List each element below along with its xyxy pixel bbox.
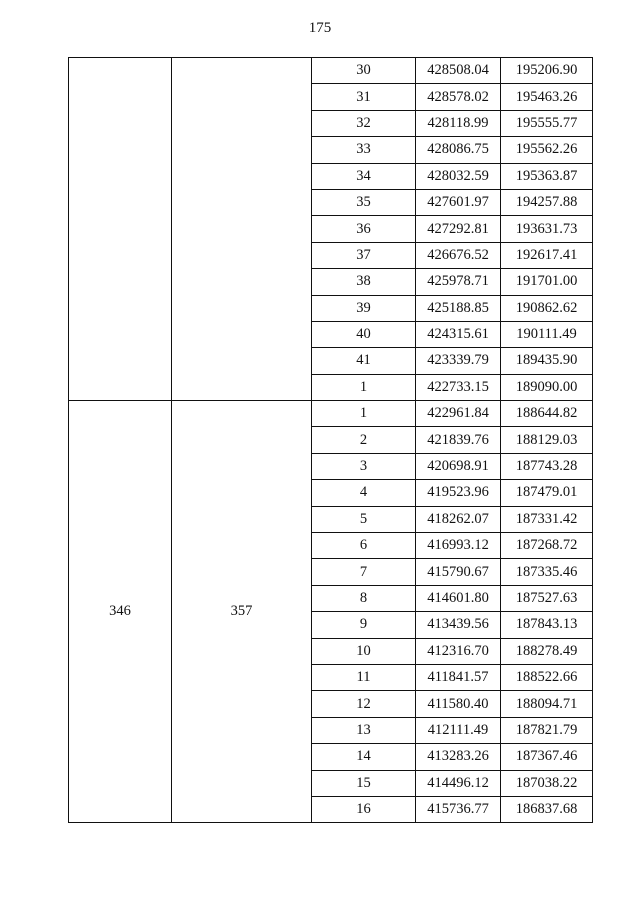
point-number-cell: 13 — [312, 717, 416, 743]
y-coordinate-cell: 188278.49 — [501, 638, 593, 664]
x-coordinate-cell: 418262.07 — [416, 506, 501, 532]
coordinates-table-body — [69, 58, 593, 823]
x-coordinate-cell: 412111.49 — [416, 717, 501, 743]
point-number-cell: 6 — [312, 533, 416, 559]
point-number-cell: 34 — [312, 163, 416, 189]
point-number-cell: 2 — [312, 427, 416, 453]
point-number-cell: 16 — [312, 796, 416, 822]
x-coordinate-cell: 416993.12 — [416, 533, 501, 559]
x-coordinate-cell: 414496.12 — [416, 770, 501, 796]
x-coordinate-cell: 411841.57 — [416, 664, 501, 690]
y-coordinate-cell: 187367.46 — [501, 744, 593, 770]
x-coordinate-cell: 424315.61 — [416, 321, 501, 347]
y-coordinate-cell: 193631.73 — [501, 216, 593, 242]
x-coordinate-cell: 420698.91 — [416, 453, 501, 479]
x-coordinate-cell: 427601.97 — [416, 189, 501, 215]
point-number-cell: 15 — [312, 770, 416, 796]
point-number-cell: 5 — [312, 506, 416, 532]
group-col1-cell — [69, 58, 172, 401]
table-row — [69, 401, 593, 427]
x-coordinate-cell: 428508.04 — [416, 58, 501, 84]
y-coordinate-cell: 187821.79 — [501, 717, 593, 743]
page-number: 175 — [308, 20, 332, 36]
y-coordinate-cell: 187331.42 — [501, 506, 593, 532]
group-col1-cell: 346 — [69, 401, 172, 823]
coordinates-table — [68, 57, 593, 823]
point-number-cell: 35 — [312, 189, 416, 215]
x-coordinate-cell: 428578.02 — [416, 84, 501, 110]
point-number-cell: 39 — [312, 295, 416, 321]
x-coordinate-cell: 425188.85 — [416, 295, 501, 321]
y-coordinate-cell: 187479.01 — [501, 480, 593, 506]
y-coordinate-cell: 195363.87 — [501, 163, 593, 189]
point-number-cell: 1 — [312, 374, 416, 400]
y-coordinate-cell: 191701.00 — [501, 269, 593, 295]
x-coordinate-cell: 413439.56 — [416, 612, 501, 638]
point-number-cell: 32 — [312, 110, 416, 136]
x-coordinate-cell: 415790.67 — [416, 559, 501, 585]
point-number-cell: 11 — [312, 664, 416, 690]
x-coordinate-cell: 426676.52 — [416, 242, 501, 268]
x-coordinate-cell: 427292.81 — [416, 216, 501, 242]
x-coordinate-cell: 415736.77 — [416, 796, 501, 822]
y-coordinate-cell: 187743.28 — [501, 453, 593, 479]
y-coordinate-cell: 187268.72 — [501, 533, 593, 559]
point-number-cell: 8 — [312, 585, 416, 611]
x-coordinate-cell: 428032.59 — [416, 163, 501, 189]
point-number-cell: 37 — [312, 242, 416, 268]
x-coordinate-cell: 422961.84 — [416, 401, 501, 427]
point-number-cell: 4 — [312, 480, 416, 506]
x-coordinate-cell: 422733.15 — [416, 374, 501, 400]
x-coordinate-cell: 413283.26 — [416, 744, 501, 770]
point-number-cell: 40 — [312, 321, 416, 347]
y-coordinate-cell: 192617.41 — [501, 242, 593, 268]
x-coordinate-cell: 412316.70 — [416, 638, 501, 664]
y-coordinate-cell: 190111.49 — [501, 321, 593, 347]
y-coordinate-cell: 187335.46 — [501, 559, 593, 585]
point-number-cell: 9 — [312, 612, 416, 638]
y-coordinate-cell: 189435.90 — [501, 348, 593, 374]
y-coordinate-cell: 195206.90 — [501, 58, 593, 84]
y-coordinate-cell: 188644.82 — [501, 401, 593, 427]
y-coordinate-cell: 195555.77 — [501, 110, 593, 136]
x-coordinate-cell: 414601.80 — [416, 585, 501, 611]
y-coordinate-cell: 195463.26 — [501, 84, 593, 110]
y-coordinate-cell: 188522.66 — [501, 664, 593, 690]
y-coordinate-cell: 187527.63 — [501, 585, 593, 611]
table-row — [69, 58, 593, 84]
point-number-cell: 7 — [312, 559, 416, 585]
y-coordinate-cell: 195562.26 — [501, 137, 593, 163]
y-coordinate-cell: 188094.71 — [501, 691, 593, 717]
point-number-cell: 30 — [312, 58, 416, 84]
y-coordinate-cell: 194257.88 — [501, 189, 593, 215]
y-coordinate-cell: 187038.22 — [501, 770, 593, 796]
point-number-cell: 1 — [312, 401, 416, 427]
group-col2-cell — [172, 58, 312, 401]
x-coordinate-cell: 428118.99 — [416, 110, 501, 136]
x-coordinate-cell: 419523.96 — [416, 480, 501, 506]
point-number-cell: 12 — [312, 691, 416, 717]
y-coordinate-cell: 187843.13 — [501, 612, 593, 638]
point-number-cell: 31 — [312, 84, 416, 110]
x-coordinate-cell: 428086.75 — [416, 137, 501, 163]
point-number-cell: 36 — [312, 216, 416, 242]
point-number-cell: 3 — [312, 453, 416, 479]
y-coordinate-cell: 186837.68 — [501, 796, 593, 822]
x-coordinate-cell: 425978.71 — [416, 269, 501, 295]
point-number-cell: 41 — [312, 348, 416, 374]
y-coordinate-cell: 189090.00 — [501, 374, 593, 400]
x-coordinate-cell: 421839.76 — [416, 427, 501, 453]
y-coordinate-cell: 188129.03 — [501, 427, 593, 453]
point-number-cell: 33 — [312, 137, 416, 163]
point-number-cell: 10 — [312, 638, 416, 664]
group-col2-cell: 357 — [172, 401, 312, 823]
point-number-cell: 14 — [312, 744, 416, 770]
x-coordinate-cell: 411580.40 — [416, 691, 501, 717]
x-coordinate-cell: 423339.79 — [416, 348, 501, 374]
y-coordinate-cell: 190862.62 — [501, 295, 593, 321]
point-number-cell: 38 — [312, 269, 416, 295]
